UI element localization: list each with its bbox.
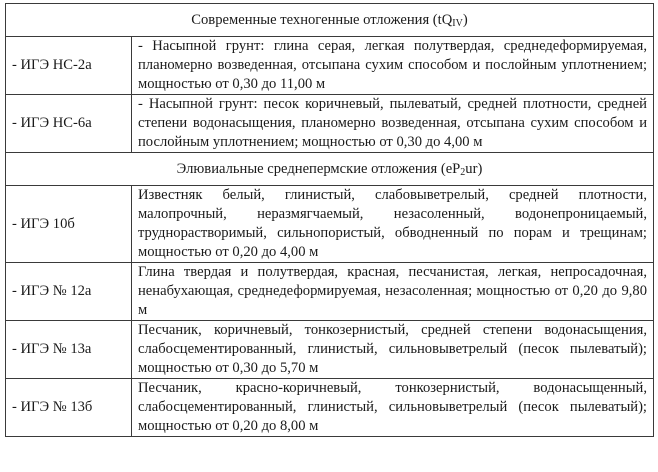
layer-description: Песчаник, красно-коричневый, тонкозернистый, водонасыщенный, слабосцементированный, глинистый, сильновыветрелый (песок пылеватый); мощностью от 0,20 до 8,00 м [132, 379, 654, 437]
section-title-subscript: 2 [460, 166, 466, 178]
layer-code: - ИГЭ 10б [6, 186, 132, 263]
section-title-subscript: IV [452, 17, 463, 29]
table-row [6, 37, 654, 95]
section-title [6, 4, 654, 37]
section-title-text: Элювиальные среднепермские отложения (eP [176, 160, 461, 177]
table-row [6, 321, 654, 379]
table-row [6, 379, 654, 437]
soil-layers-table [5, 3, 654, 437]
table-row [6, 95, 654, 153]
section-title [6, 153, 654, 186]
layer-code: - ИГЭ № 13а [6, 321, 132, 379]
layer-description: Известняк белый, глинистый, слабовыветрелый, средней плотности, малопрочный, неразмягчаемый, незасоленный, водонепроницаемый, труднорастворимый, сильнопористый, обводненный по порам и трещинам; мощностью от 0,20 до 4,00 м [132, 186, 654, 263]
layer-description: - Насыпной грунт: глина серая, легкая полутвердая, среднедеформируемая, планомерно возведенная, отсыпана сухим способом и послойным уплотнением; мощностью от 0,30 до 11,00 м [132, 37, 654, 95]
table-row [6, 263, 654, 321]
section-title-end: ur) [465, 160, 483, 177]
layer-code: - ИГЭ № 12а [6, 263, 132, 321]
layer-code: - ИГЭ № 13б [6, 379, 132, 437]
section-header-row [6, 4, 654, 37]
layer-description: - Насыпной грунт: песок коричневый, пылеватый, средней плотности, средней степени водонасыщения, планомерно возведенная, отсыпана сухим способом и послойным уплотнением; мощностью от 0,30 до 4,00 м [132, 95, 654, 153]
layer-code: - ИГЭ НС-2а [6, 37, 132, 95]
section-header-row [6, 153, 654, 186]
layer-code: - ИГЭ НС-6а [6, 95, 132, 153]
section-title-end: ) [462, 11, 468, 28]
table-row [6, 186, 654, 263]
layer-description: Песчаник, коричневый, тонкозернистый, средней степени водонасыщения, слабосцементированный, глинистый, сильновыветрелый (песок пылеватый); мощностью от 0,30 до 5,70 м [132, 321, 654, 379]
section-title-text: Современные техногенные отложения (tQ [191, 11, 453, 28]
layer-description: Глина твердая и полутвердая, красная, песчанистая, легкая, непросадочная, ненабухающая, среднедеформируемая, незасоленная; мощностью от 0,20 до 9,80 м [132, 263, 654, 321]
